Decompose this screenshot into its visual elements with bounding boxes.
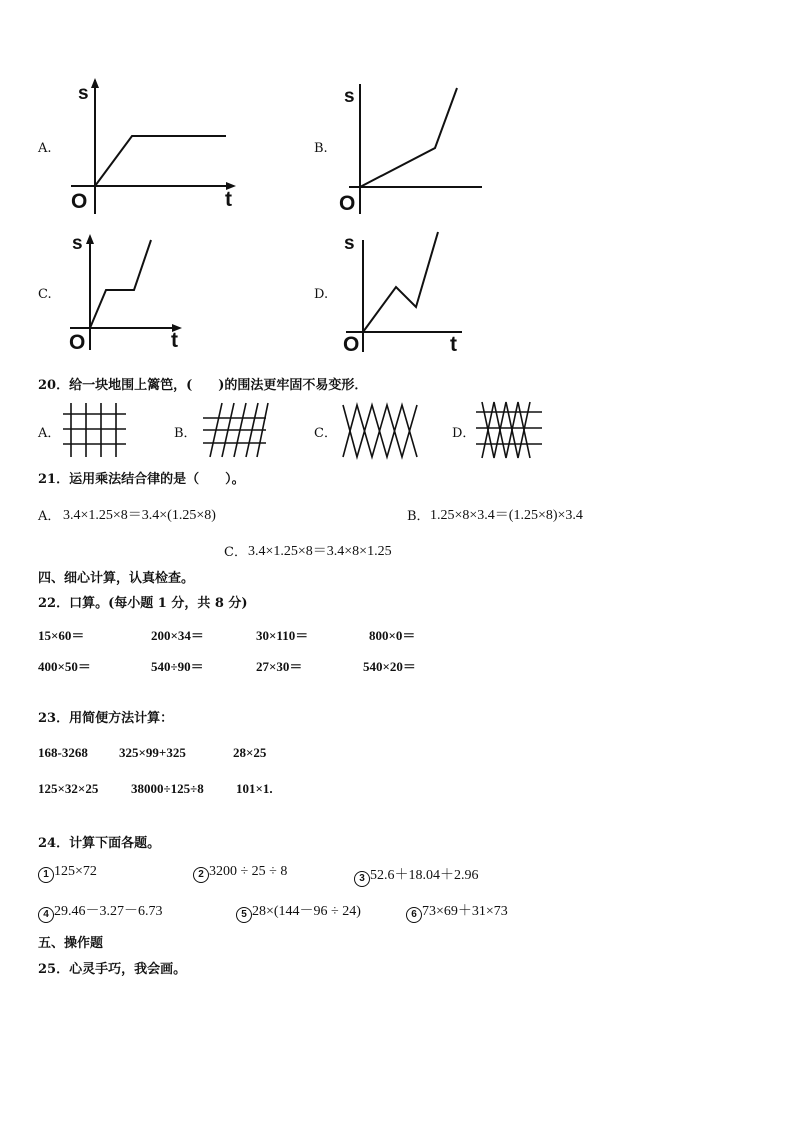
q23-item: 325×99+325: [119, 745, 186, 760]
graph-b-o-label: O: [339, 192, 356, 215]
q21-option-a-expr: 3.4×1.25×8＝3.4×(1.25×8): [63, 508, 216, 523]
q22-item: 400×50＝: [38, 659, 91, 674]
graph-c-t-label: t: [171, 329, 178, 352]
q24-item-expr: 28×(144－96 ÷ 24): [252, 904, 361, 919]
graph-a-o-label: O: [71, 190, 88, 213]
q25-stem: 25．心灵手巧，我会画。: [38, 962, 187, 977]
section-5-heading: 五、操作题: [38, 936, 104, 951]
q19-option-b-label: B.: [314, 141, 328, 156]
q23-stem: 23．用简便方法计算：: [38, 711, 174, 726]
q22-item: 200×34＝: [151, 628, 204, 643]
q20-option-a-label: A．: [38, 426, 61, 441]
circled-number-icon: 1: [38, 867, 54, 883]
q21-option-c-expr: 3.4×1.25×8＝3.4×8×1.25: [248, 544, 392, 559]
graph-c-s-label: s: [72, 233, 83, 254]
q21-option-b-expr: 1.25×8×3.4＝(1.25×8)×3.4: [430, 508, 583, 523]
graph-d-t-label: t: [450, 333, 457, 356]
circled-number-icon: 5: [236, 907, 252, 923]
q24-item-5: [236, 900, 361, 923]
q20-stem: 20．给一块地围上篱笆，( )的围法更牢固不易变形．: [38, 378, 368, 393]
graph-d-s-label: s: [344, 233, 355, 254]
graph-b-s-label: s: [344, 86, 355, 107]
q21-option-c-label: C．: [224, 545, 247, 560]
q24-stem: 24．计算下面各题。: [38, 836, 161, 851]
q24-item-4: [38, 900, 163, 923]
graph-c-o-label: O: [69, 331, 86, 354]
q24-item-expr: 52.6＋18.04＋2.96: [370, 868, 479, 883]
q19-option-d-label: D.: [314, 287, 329, 302]
graph-a-s-label: s: [78, 83, 89, 104]
q23-item: 125×32×25: [38, 781, 99, 796]
q23-item: 28×25: [233, 745, 267, 760]
q23-item: 101×1.: [236, 781, 273, 796]
circled-number-icon: 3: [354, 871, 370, 887]
q20-option-c-label: C．: [314, 426, 337, 441]
q19-option-a-label: A.: [38, 141, 52, 156]
q21-option-b-label: B．: [407, 509, 430, 524]
q19-option-c-label: C.: [38, 287, 52, 302]
section-4-heading: 四、细心计算，认真检查。: [38, 571, 195, 586]
q24-item-6: [406, 900, 508, 923]
q24-item-3: [354, 864, 479, 887]
q24-item-expr: 125×72: [54, 864, 97, 879]
q23-item: 38000÷125÷8: [131, 781, 204, 796]
q22-stem: 22．口算。(每小题 1 分，共 8 分): [38, 596, 248, 611]
q22-item: 27×30＝: [256, 659, 303, 674]
q22-item: 15×60＝: [38, 628, 85, 643]
q21-stem: 21．运用乘法结合律的是（ ）。: [38, 472, 245, 487]
q20-option-d-label: D．: [452, 426, 476, 441]
q24-item-2: [193, 864, 287, 883]
circled-number-icon: 2: [193, 867, 209, 883]
circled-number-icon: 6: [406, 907, 422, 923]
q22-item: 30×110＝: [256, 628, 309, 643]
q24-item-expr: 3200 ÷ 25 ÷ 8: [209, 864, 288, 879]
q24-item-expr: 29.46－3.27－6.73: [54, 904, 163, 919]
q21-option-a-label: A．: [38, 509, 61, 524]
q24-item-1: [38, 864, 97, 883]
q23-item: 168-3268: [38, 745, 88, 760]
q24-item-expr: 73×69＋31×73: [422, 904, 508, 919]
q22-item: 540÷90＝: [151, 659, 204, 674]
graph-a-t-label: t: [225, 188, 232, 211]
q22-item: 540×20＝: [363, 659, 416, 674]
circled-number-icon: 4: [38, 907, 54, 923]
graph-d-o-label: O: [343, 333, 360, 356]
q20-option-b-label: B．: [174, 426, 197, 441]
q22-item: 800×0＝: [369, 628, 416, 643]
